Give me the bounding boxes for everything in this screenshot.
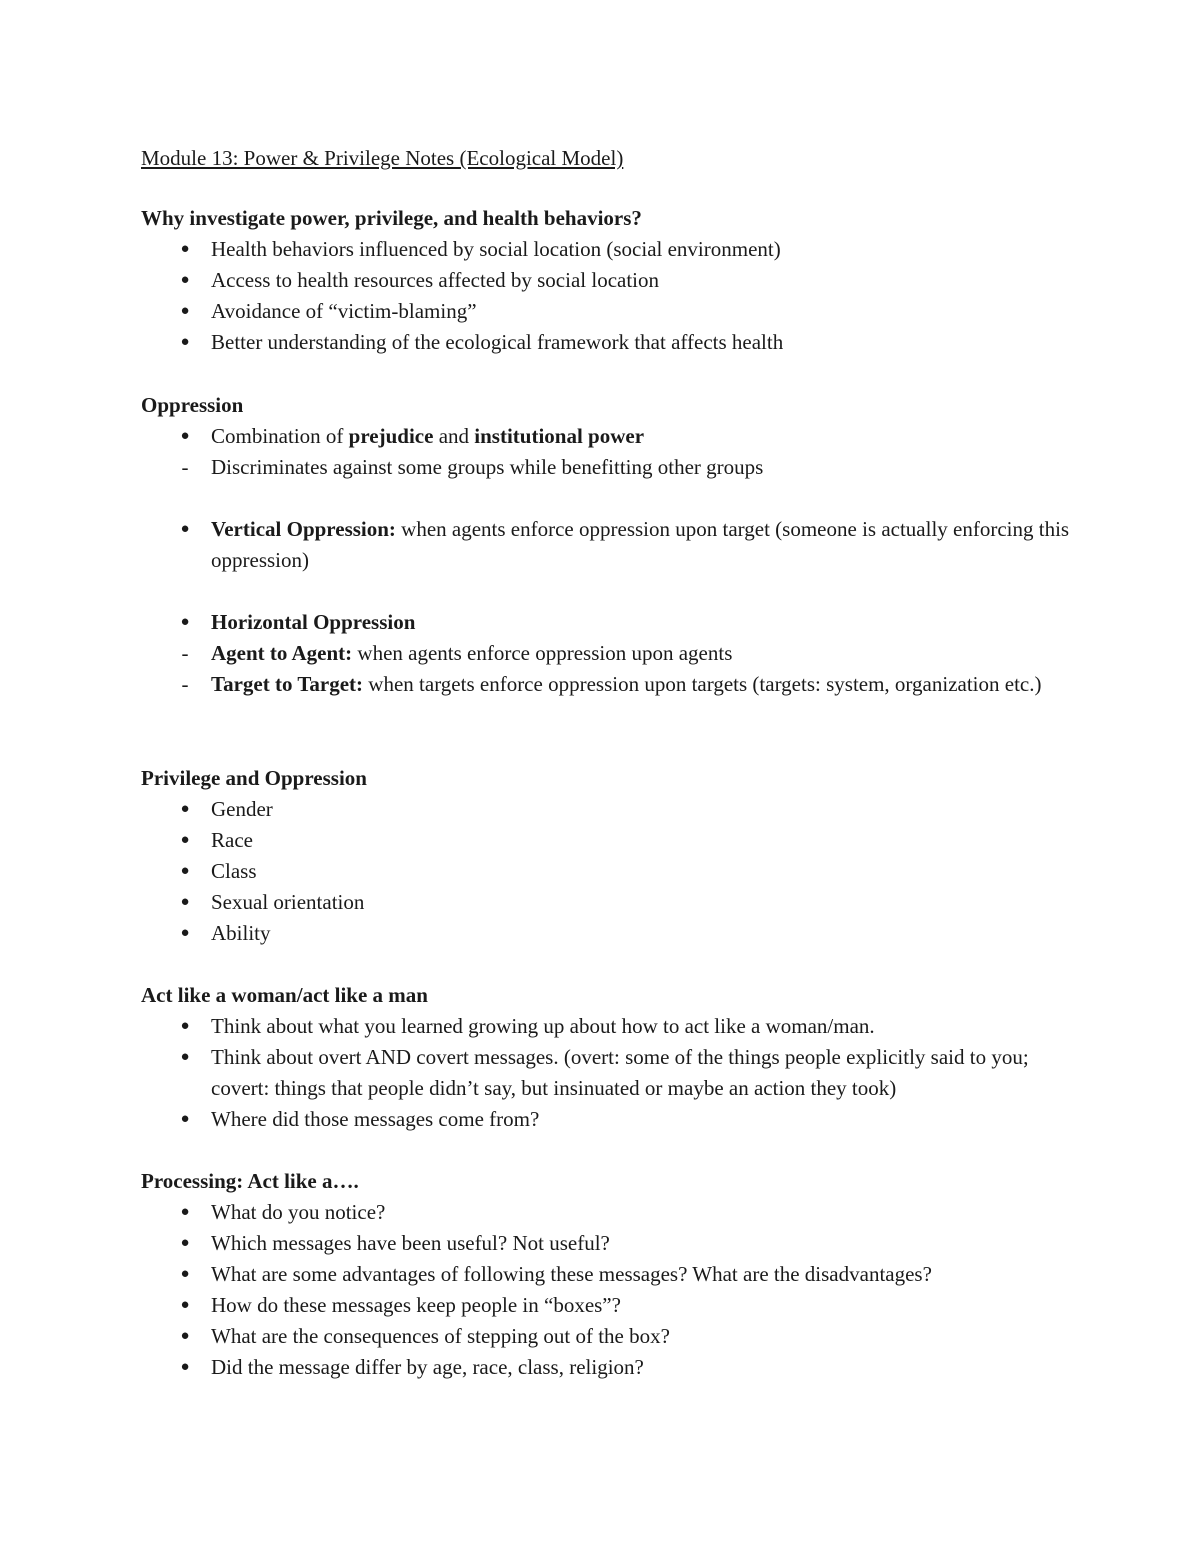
bullet-icon: ● (180, 1235, 190, 1251)
list-item: ● Sexual orientation (141, 887, 1071, 918)
page-title: Module 13: Power & Privilege Notes (Ecological Model) (141, 146, 624, 170)
list-item: ● Vertical Oppression: when agents enforce oppression upon target (someone is actually enforcing this oppression) (141, 514, 1071, 576)
section-privilege (141, 763, 1071, 949)
list-item: ● How do these messages keep people in “boxes”? (141, 1290, 1071, 1321)
dash-icon: - (181, 672, 189, 696)
section-why (141, 203, 1071, 358)
list-item: - Target to Target: when targets enforce oppression upon targets (targets: system, organization etc.) (141, 669, 1071, 700)
list-item: ● Health behaviors influenced by social location (social environment) (141, 234, 1071, 265)
bullet-icon: ● (180, 925, 190, 941)
bullet-icon: ● (180, 894, 190, 910)
bullet-icon: ● (180, 428, 190, 444)
bullet-icon: ● (180, 1049, 190, 1065)
list-item: ● Did the message differ by age, race, class, religion? (141, 1352, 1071, 1383)
bullet-icon: ● (180, 521, 190, 537)
bullet-icon: ● (180, 832, 190, 848)
list-item: ● Think about overt AND covert messages. (overt: some of the things people explicitly said to you; covert: things that people didn’t say, but insinuated or maybe an action they took) (141, 1042, 1071, 1104)
bullet-icon: ● (180, 1328, 190, 1344)
list-item: ● Where did those messages come from? (141, 1104, 1071, 1135)
bullet-icon: ● (180, 1204, 190, 1220)
section-heading: Oppression (141, 393, 244, 417)
list-item: ● What are some advantages of following these messages? What are the disadvantages? (141, 1259, 1071, 1290)
section-processing (141, 1166, 1071, 1383)
bullet-icon: ● (180, 801, 190, 817)
list-item: ● Ability (141, 918, 1071, 949)
dash-icon: - (181, 455, 189, 479)
list-item: ● Class (141, 856, 1071, 887)
list-item: ● Avoidance of “victim-blaming” (141, 296, 1071, 327)
bullet-icon: ● (180, 1359, 190, 1375)
list-item: ● Which messages have been useful? Not useful? (141, 1228, 1071, 1259)
list-item: ● Combination of prejudice and institutional power (141, 421, 1071, 452)
bullet-icon: ● (180, 334, 190, 350)
list-item: ● Think about what you learned growing up about how to act like a woman/man. (141, 1011, 1071, 1042)
section-act-like (141, 980, 1071, 1135)
section-heading: Why investigate power, privilege, and health behaviors? (141, 206, 642, 230)
bullet-icon: ● (180, 241, 190, 257)
list-item: ● What are the consequences of stepping out of the box? (141, 1321, 1071, 1352)
bullet-icon: ● (180, 272, 190, 288)
section-heading: Act like a woman/act like a man (141, 983, 428, 1007)
bullet-icon: ● (180, 1018, 190, 1034)
bullet-icon: ● (180, 303, 190, 319)
section-heading: Processing: Act like a…. (141, 1169, 359, 1193)
bullet-icon: ● (180, 863, 190, 879)
list-item: ● Access to health resources affected by social location (141, 265, 1071, 296)
bullet-icon: ● (180, 1111, 190, 1127)
section-oppression (141, 390, 1071, 700)
list-item: ● Race (141, 825, 1071, 856)
bullet-icon: ● (180, 1266, 190, 1282)
section-heading: Privilege and Oppression (141, 766, 367, 790)
dash-icon: - (181, 641, 189, 665)
list-item: ● Better understanding of the ecological framework that affects health (141, 327, 1071, 358)
list-item: - Discriminates against some groups while benefitting other groups (141, 452, 1071, 483)
bullet-icon: ● (180, 614, 190, 630)
bullet-icon: ● (180, 1297, 190, 1313)
list-item: ● Gender (141, 794, 1071, 825)
list-item: - Agent to Agent: when agents enforce oppression upon agents (141, 638, 1071, 669)
list-item: ● What do you notice? (141, 1197, 1071, 1228)
list-item: ● Horizontal Oppression (141, 607, 1071, 638)
